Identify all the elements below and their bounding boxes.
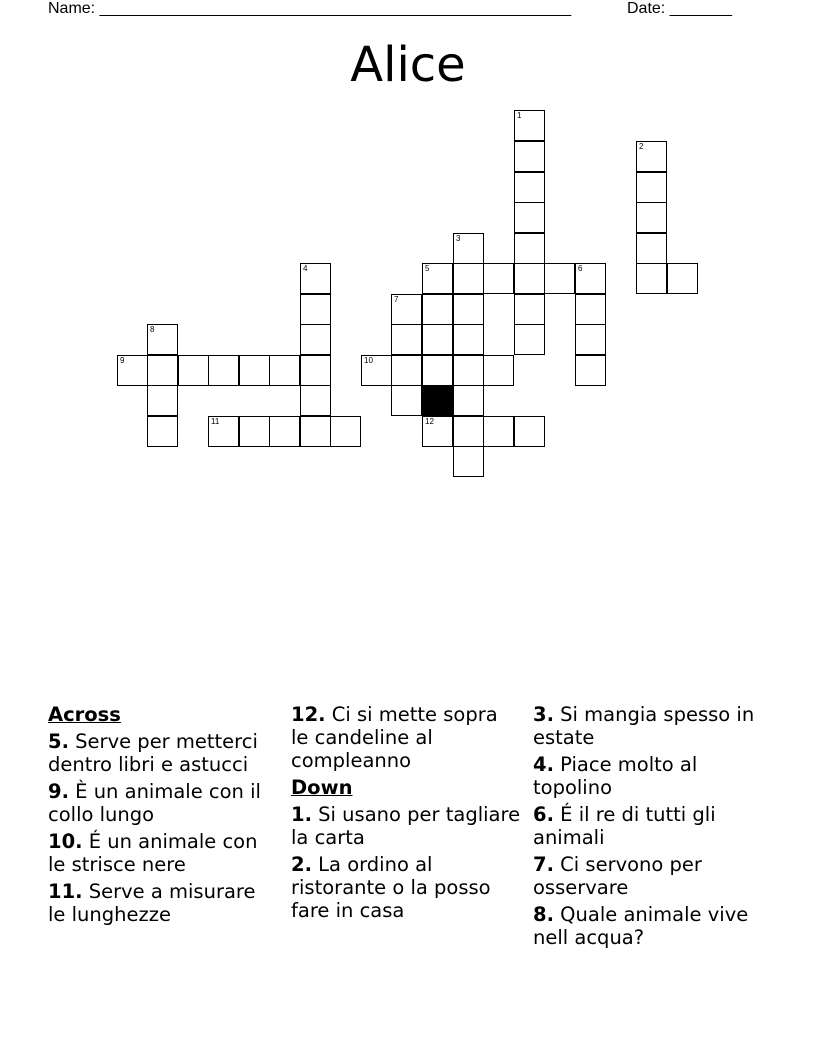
clue-item <box>48 730 278 776</box>
clue-number: 6. <box>533 803 554 826</box>
grid-cell[interactable] <box>208 355 239 386</box>
grid-cell[interactable] <box>514 324 545 355</box>
grid-cell[interactable] <box>453 324 484 355</box>
grid-cell[interactable] <box>514 141 545 172</box>
grid-cell[interactable] <box>575 324 606 355</box>
clue-number: 10. <box>48 830 83 853</box>
grid-cell[interactable] <box>269 416 300 447</box>
grid-cell[interactable] <box>575 355 606 386</box>
clue-number: 2. <box>291 853 312 876</box>
black-cell <box>422 385 453 416</box>
clue-number: 12. <box>291 703 326 726</box>
grid-cell[interactable] <box>300 355 331 386</box>
clue-text: Ci si mette sopra le candeline al compleanno <box>291 703 498 772</box>
grid-cell[interactable] <box>514 263 545 294</box>
clue-item <box>533 753 763 799</box>
grid-cell[interactable] <box>269 355 300 386</box>
clue-number: 3. <box>533 703 554 726</box>
date-line: _______ <box>669 0 732 17</box>
down-clue-list-continued <box>533 703 763 949</box>
clue-text: La ordino al ristorante o la posso fare in casa <box>291 853 491 922</box>
grid-cell[interactable] <box>330 416 361 447</box>
grid-cell[interactable] <box>422 355 453 386</box>
clue-text: Si mangia spesso in estate <box>533 703 755 749</box>
clue-item <box>291 853 521 922</box>
clue-item <box>48 830 278 876</box>
clue-text: Quale animale vive nell acqua? <box>533 903 749 949</box>
cell-number: 5 <box>425 264 430 273</box>
cell-number: 2 <box>639 142 644 151</box>
grid-cell[interactable] <box>300 324 331 355</box>
clue-item <box>291 803 521 849</box>
grid-cell[interactable] <box>514 294 545 325</box>
down-clue-list <box>291 803 521 922</box>
grid-cell[interactable] <box>483 355 514 386</box>
grid-cell[interactable] <box>300 294 331 325</box>
grid-cell[interactable] <box>514 110 545 141</box>
grid-cell[interactable] <box>514 172 545 203</box>
clue-text: É il re di tutti gli animali <box>533 803 716 849</box>
clue-number: 9. <box>48 780 69 803</box>
clue-text: Si usano per tagliare la carta <box>291 803 521 849</box>
grid-cell[interactable] <box>453 446 484 477</box>
clue-item <box>533 903 763 949</box>
crossword-grid <box>0 0 816 500</box>
grid-cell[interactable] <box>453 355 484 386</box>
clue-number: 7. <box>533 853 554 876</box>
grid-cell[interactable] <box>514 233 545 264</box>
clues-column-2 <box>291 703 521 926</box>
across-clue-list <box>48 730 278 926</box>
grid-cell[interactable] <box>208 416 239 447</box>
cell-number: 3 <box>456 234 461 243</box>
grid-cell[interactable] <box>361 355 392 386</box>
clue-text: É un animale con le strisce nere <box>48 830 258 876</box>
cell-number: 9 <box>120 356 125 365</box>
clues-column-1 <box>48 703 278 930</box>
cell-number: 7 <box>394 295 399 304</box>
clue-text: Serve per metterci dentro libri e astucci <box>48 730 258 776</box>
clues-column-3 <box>533 703 763 953</box>
grid-cell[interactable] <box>147 416 178 447</box>
grid-cell[interactable] <box>453 233 484 264</box>
grid-cell[interactable] <box>483 263 514 294</box>
grid-cell[interactable] <box>300 385 331 416</box>
cell-number: 1 <box>517 111 522 120</box>
grid-cell[interactable] <box>147 324 178 355</box>
name-label: Name: <box>48 0 96 17</box>
clue-item <box>533 803 763 849</box>
down-heading: Down <box>291 776 353 799</box>
grid-cell[interactable] <box>300 416 331 447</box>
clue-number: 8. <box>533 903 554 926</box>
grid-cell[interactable] <box>422 324 453 355</box>
clue-item <box>48 880 278 926</box>
clue-number: 1. <box>291 803 312 826</box>
clue-text: Ci servono per osservare <box>533 853 702 899</box>
clue-number: 11. <box>48 880 83 903</box>
clue-item <box>48 780 278 826</box>
grid-cell[interactable] <box>239 416 270 447</box>
grid-cell[interactable] <box>453 385 484 416</box>
clue-number: 4. <box>533 753 554 776</box>
grid-cell[interactable] <box>453 416 484 447</box>
clue-item <box>291 703 521 772</box>
grid-cell[interactable] <box>514 416 545 447</box>
grid-cell[interactable] <box>636 233 667 264</box>
grid-cell[interactable] <box>147 355 178 386</box>
cell-number: 4 <box>303 264 308 273</box>
grid-cell[interactable] <box>391 324 422 355</box>
grid-cell[interactable] <box>391 385 422 416</box>
grid-cell[interactable] <box>483 416 514 447</box>
grid-cell[interactable] <box>453 263 484 294</box>
grid-cell[interactable] <box>575 263 606 294</box>
clue-number: 5. <box>48 730 69 753</box>
grid-cell[interactable] <box>636 263 667 294</box>
cell-number: 8 <box>150 325 155 334</box>
grid-cell[interactable] <box>147 385 178 416</box>
grid-cell[interactable] <box>422 416 453 447</box>
page-title: Alice <box>350 37 466 93</box>
grid-cell[interactable] <box>514 202 545 233</box>
grid-cell[interactable] <box>239 355 270 386</box>
grid-cell[interactable] <box>453 294 484 325</box>
grid-cell[interactable] <box>636 202 667 233</box>
grid-cell[interactable] <box>636 172 667 203</box>
grid-cell[interactable] <box>422 263 453 294</box>
clue-item <box>533 703 763 749</box>
clue-text: È un animale con il collo lungo <box>48 780 261 826</box>
grid-cell[interactable] <box>636 141 667 172</box>
cell-number: 12 <box>425 417 434 426</box>
name-line: _____________________________________________________ <box>99 0 572 17</box>
cell-number: 11 <box>211 417 220 426</box>
grid-cell[interactable] <box>422 294 453 325</box>
grid-cell[interactable] <box>391 355 422 386</box>
across-heading: Across <box>48 703 121 726</box>
clue-text: Serve a misurare le lunghezze <box>48 880 256 926</box>
clue-item <box>533 853 763 899</box>
grid-cell[interactable] <box>667 263 698 294</box>
cell-number: 6 <box>578 264 583 273</box>
date-label: Date: <box>627 0 666 17</box>
grid-cell[interactable] <box>544 263 575 294</box>
across-clue-list-continued <box>291 703 521 772</box>
grid-cell[interactable] <box>391 294 422 325</box>
grid-cell[interactable] <box>575 294 606 325</box>
cell-number: 10 <box>364 356 373 365</box>
clue-text: Piace molto al topolino <box>533 753 698 799</box>
grid-cell[interactable] <box>178 355 209 386</box>
grid-cell[interactable] <box>300 263 331 294</box>
grid-cell[interactable] <box>117 355 148 386</box>
